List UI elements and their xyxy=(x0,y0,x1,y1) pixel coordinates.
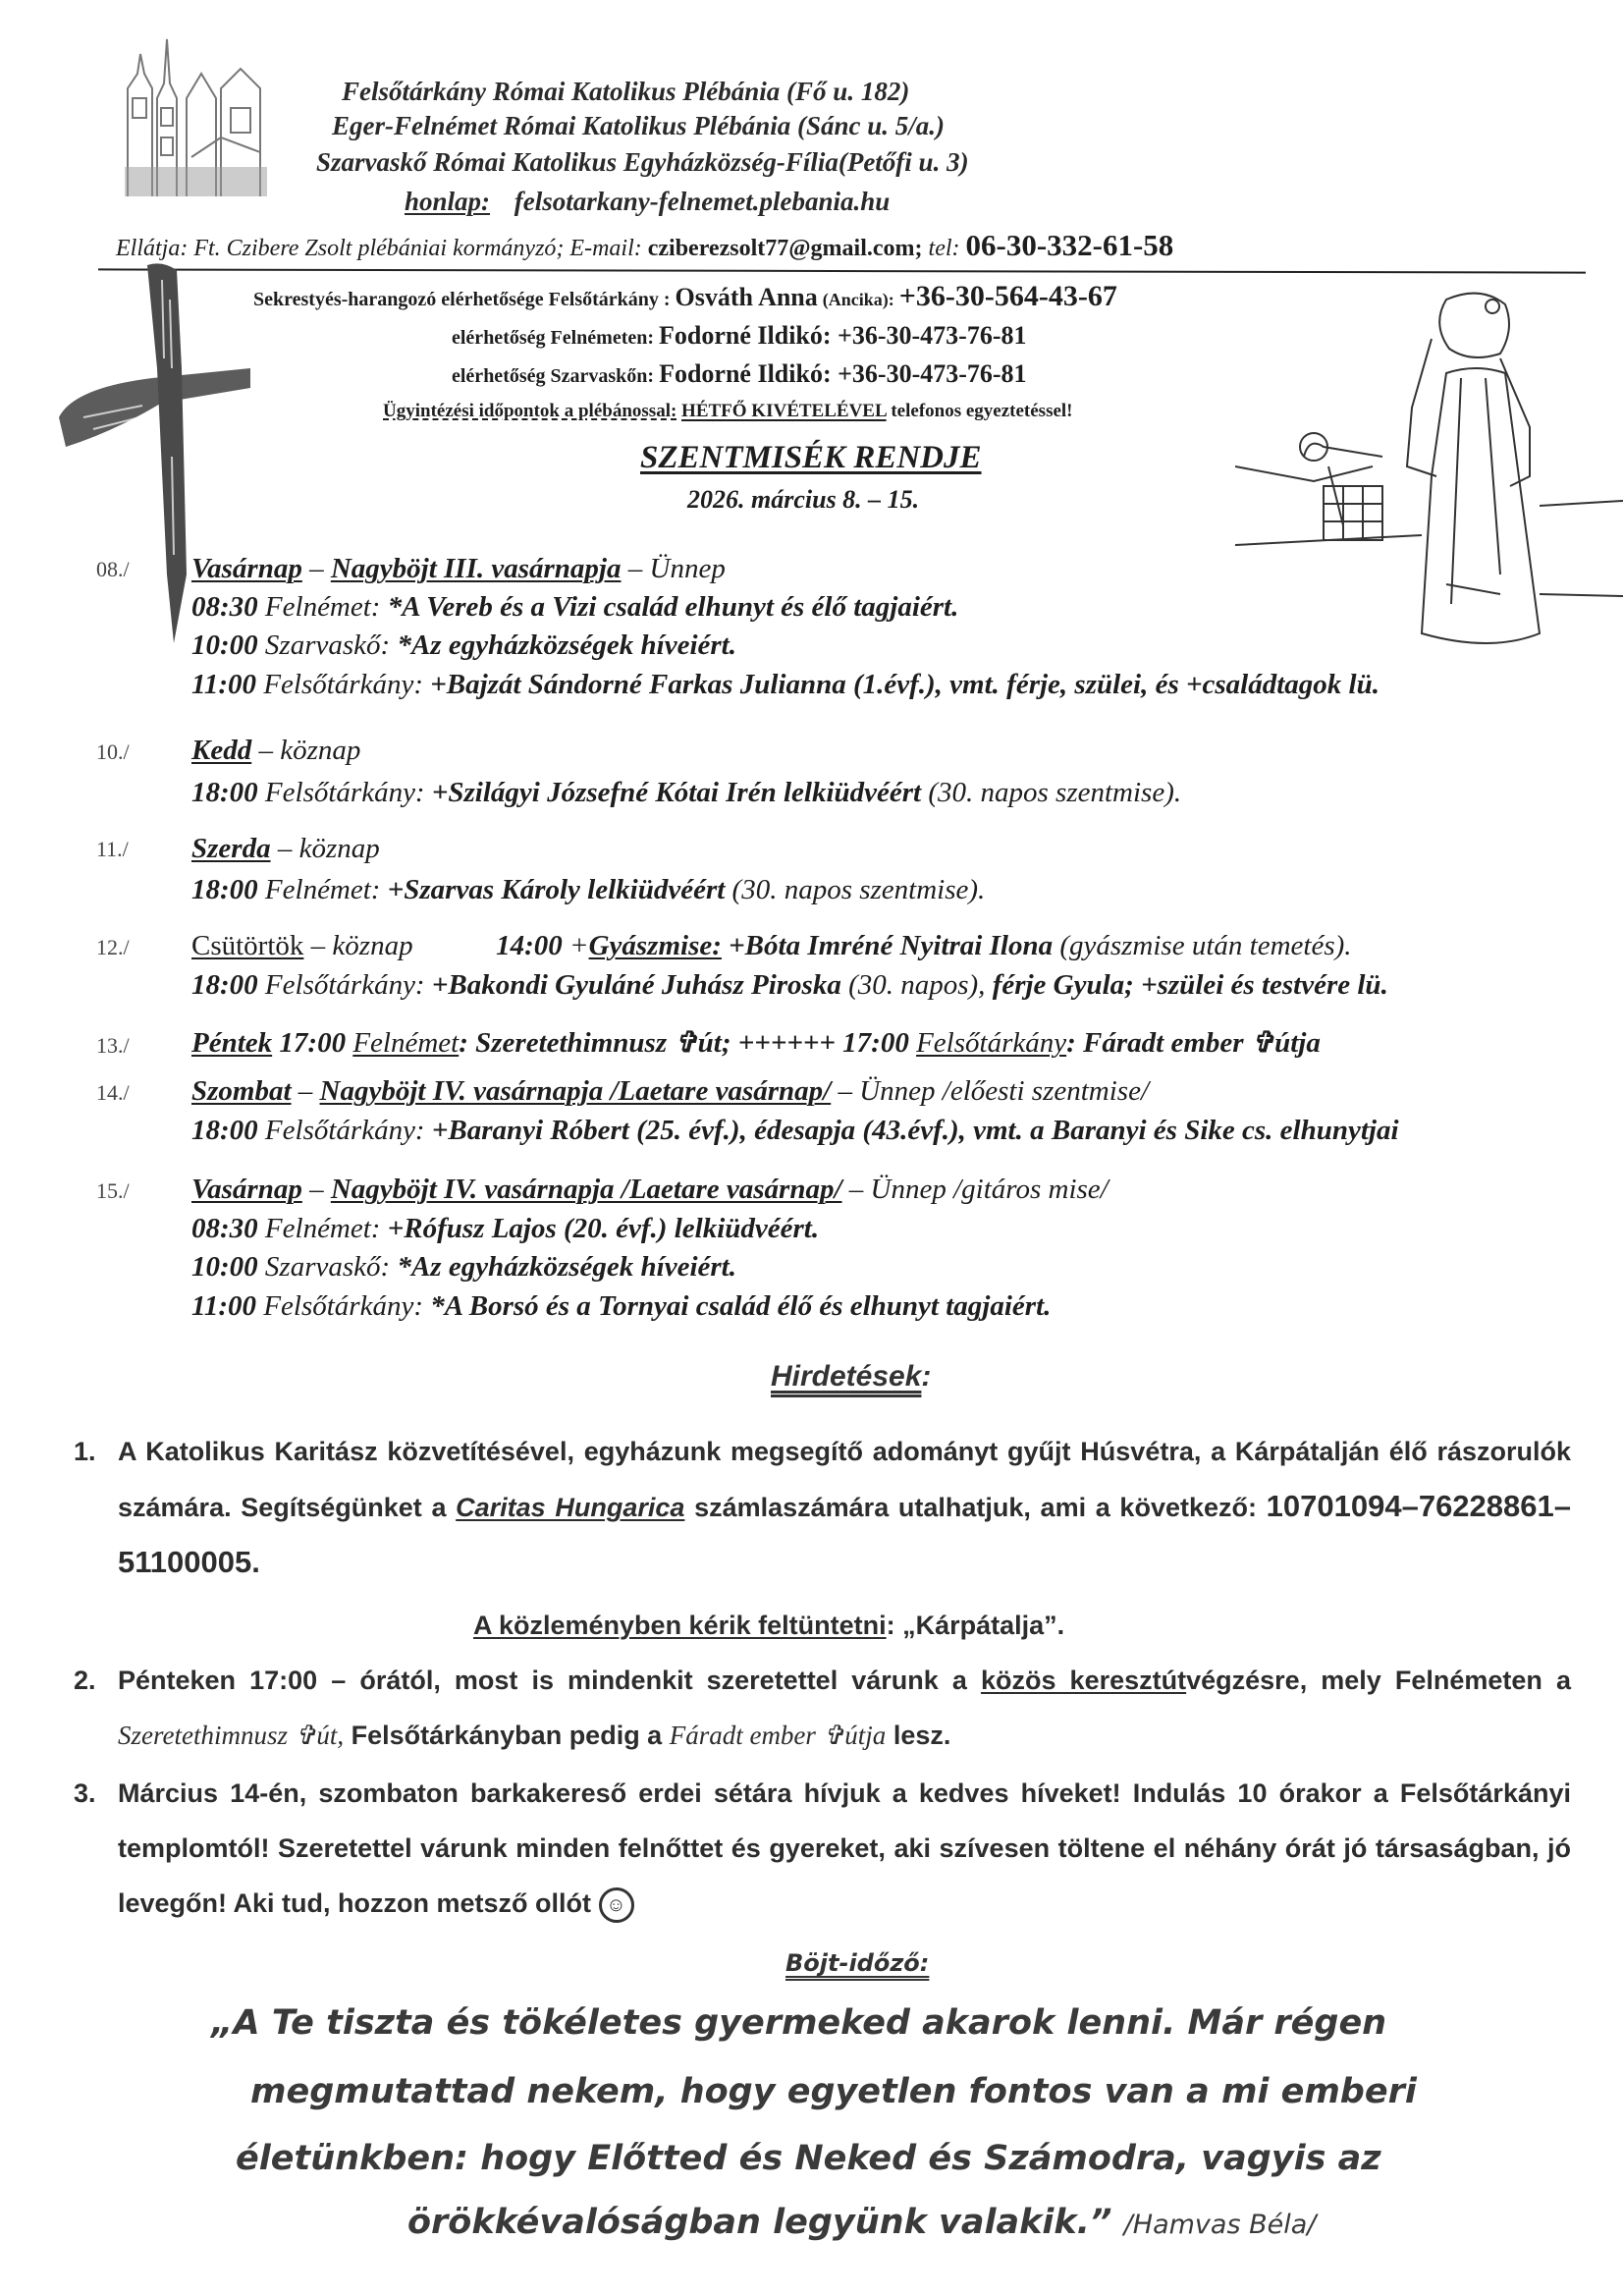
mass-entry xyxy=(191,588,958,626)
mass-location: Szarvaskő: xyxy=(257,1251,398,1283)
website-link[interactable]: felsotarkany-felnemet.plebania.hu xyxy=(514,187,891,216)
woman-at-well-illustration xyxy=(1235,280,1623,692)
mass-time: 18:00 xyxy=(191,874,258,905)
mass-entry xyxy=(191,1112,1399,1149)
funeral-label: Gyászmise: xyxy=(588,930,722,961)
announcements-title-text: Hirdetések xyxy=(771,1360,922,1393)
announcement-item-3 xyxy=(74,1766,1571,1931)
priest-contact-line xyxy=(116,228,1173,263)
announcement-text: számlaszámára utalhatjuk, ami a következő: xyxy=(684,1493,1267,1522)
note-label: A közleményben kérik feltüntetni xyxy=(473,1611,887,1640)
day-name: Szombat xyxy=(191,1075,292,1107)
mass-intention: +Baranyi Róbert (25. évf.), édesapja (43.évf.), vmt. a Baranyi és Sike cs. elhunytjai xyxy=(431,1115,1399,1146)
quote-line-2: megmutattad nekem, hogy egyetlen fontos van a mi emberi xyxy=(250,2072,1417,2111)
feast-name: Nagyböjt III. vasárnapja xyxy=(330,553,622,584)
mass-entry xyxy=(191,871,985,908)
mass-location: Felsőtárkány: xyxy=(256,1290,431,1322)
mass-intention: +Szarvas Károly lelkiüdvéért xyxy=(387,874,726,905)
bank-account-number: 10701094–76228861–51100005. xyxy=(118,1489,1571,1579)
quote-line-1: „A Te tiszta és tökéletes gyermeked akarok lenni. Már régen xyxy=(211,2003,1387,2043)
office-suffix: telefonos egyeztetéssel! xyxy=(891,401,1073,421)
mass-intention: *A Borsó és a Tornyai család élő és elhunyt tagjaiért. xyxy=(430,1290,1052,1322)
felsotarkany-stations: Fáradt ember ✞útja xyxy=(669,1721,887,1750)
tel-label: tel: xyxy=(928,236,960,261)
mass-time: 18:00 xyxy=(191,777,258,808)
day-name: Vasárnap xyxy=(191,553,302,584)
mass-time: 11:00 xyxy=(191,669,257,700)
mass-intention-cont: férje Gyula; +szülei és testvére lü. xyxy=(992,969,1388,1001)
day-heading xyxy=(191,927,1352,964)
mass-intention: *A Vereb és a Vizi család elhunyt és élő tagjaiért. xyxy=(387,591,959,623)
mass-note: (30. napos szentmise). xyxy=(921,777,1182,808)
plus-sign: + xyxy=(562,930,589,961)
website-label: honlap: xyxy=(405,187,491,216)
header-divider xyxy=(98,268,1586,273)
mass-entry xyxy=(191,966,1388,1004)
mass-location: Felnémet: xyxy=(257,874,388,905)
day-heading xyxy=(191,1072,1149,1110)
mass-intention: +Bajzát Sándorné Farkas Julianna (1.évf.), vmt. férje, szülei, és +családtagok lü. xyxy=(430,669,1380,700)
mass-entry xyxy=(191,1248,736,1285)
sacristan-contact xyxy=(253,280,1117,313)
mass-time: 10:00 xyxy=(191,629,258,661)
announcement-number: 1. xyxy=(74,1437,96,1466)
day-heading xyxy=(191,1171,1109,1208)
separator: – xyxy=(291,1075,320,1107)
sacristan-label: Sekrestyés-harangozó elérhetősége Felsőtárkány : xyxy=(253,289,671,310)
announcement-item-2 xyxy=(74,1653,1571,1763)
schedule-date-range: 2026. március 8. – 15. xyxy=(687,485,920,514)
caritas-link: Caritas Hungarica xyxy=(456,1493,685,1522)
sacristan-name: Osváth Anna xyxy=(675,283,818,311)
day-number: 12./ xyxy=(96,935,130,959)
announcement-item-1 xyxy=(74,1424,1571,1591)
quote-last-text: örökkévalóságban legyünk valakik.” xyxy=(407,2203,1112,2242)
funeral-name: +Bóta Imréné Nyitrai Ilona xyxy=(721,930,1054,961)
separator: – xyxy=(301,1174,331,1205)
parish-line-3: Szarvaskő Római Katolikus Egyházközség-Fília(Petőfi u. 3) xyxy=(316,147,969,177)
schedule-title: SZENTMISÉK RENDJE xyxy=(640,440,982,475)
mass-time: 08:30 xyxy=(191,1213,258,1244)
day-number: 15./ xyxy=(96,1178,130,1203)
mass-time: 11:00 xyxy=(191,1290,257,1322)
day-heading xyxy=(191,830,380,867)
feast-type: – Ünnep xyxy=(621,553,726,584)
day-name: Csütörtök xyxy=(191,930,304,961)
day-heading xyxy=(191,1024,1321,1062)
mass-intention: +Szilágyi Józsefné Kótai Irén lelkiüdvéért xyxy=(431,777,922,808)
mass-location: Szarvaskő: xyxy=(257,629,398,661)
priest-label: Ellátja: Ft. Czibere Zsolt plébániai kormányzó; E-mail: xyxy=(116,236,642,261)
announcement-text: Március 14-én, szombaton barkakereső erdei sétára hívjuk a kedves híveket! Indulás 10 órakor a Felsőtárkányi templomtól! Szeretettel várunk minden felnőttet és gyereket, aki szívesen töltene el néhány órát jó társaságban, jó levegőn! Aki tud, hozzon metsző ollót xyxy=(118,1778,1571,1918)
mass-location: Felsőtárkány: xyxy=(257,1115,432,1146)
mass-location: Felsőtárkány xyxy=(916,1027,1067,1059)
felnemet-stations: Szeretethimnusz ✞út, xyxy=(118,1721,345,1750)
mass-intention: +Bakondi Gyuláné Juhász Piroska xyxy=(431,969,841,1001)
mass-time: 10:00 xyxy=(191,1251,258,1283)
stations-of-cross: : Fáradt ember ✞útja xyxy=(1066,1027,1321,1059)
mass-location: Felsőtárkány: xyxy=(257,969,432,1001)
day-heading xyxy=(191,550,726,587)
announcement-text: végzésre, mely Felnémeten a xyxy=(1186,1666,1571,1695)
day-number: 13./ xyxy=(96,1033,130,1058)
parish-line-1: Felsőtárkány Római Katolikus Plébánia (Fő u. 182) xyxy=(342,77,910,106)
day-name: Kedd xyxy=(191,735,252,766)
funeral-note: (gyászmise után temetés). xyxy=(1053,930,1352,961)
announcements-title-colon: : xyxy=(921,1360,932,1393)
stations-underlined: közös keresztút xyxy=(980,1666,1187,1695)
office-label: Ügyintézési időpontok a plébánossal: xyxy=(383,401,677,421)
quote-line-3: életünkben: hogy Előtted és Neked és Számodra, vagyis az xyxy=(236,2139,1381,2178)
mass-entry xyxy=(191,666,1380,703)
szarvasko-label: elérhetőség Szarvaskőn: xyxy=(452,365,655,387)
mass-location: Felnémet: xyxy=(257,1213,388,1244)
feast-type: – Ünnep /gitáros mise/ xyxy=(841,1174,1109,1205)
mass-location: Felsőtárkány: xyxy=(257,777,432,808)
sacristan-nick: (Ancika): xyxy=(822,290,894,309)
mass-entry xyxy=(191,1287,1051,1325)
stations-of-cross: : Szeretethimnusz ✞út; ++++++ xyxy=(459,1027,843,1059)
mass-intention: +Rófusz Lajos (20. évf.) lelkiüdvéért. xyxy=(387,1213,820,1244)
day-number: 14./ xyxy=(96,1080,130,1105)
separator: – xyxy=(301,553,331,584)
felnemet-contact xyxy=(452,321,1027,351)
announcement-text: Pénteken 17:00 – órától, most is mindenkit szeretettel várunk a xyxy=(118,1666,981,1695)
mass-time: 08:30 xyxy=(191,591,258,623)
mass-intention: *Az egyházközségek híveiért. xyxy=(397,629,736,661)
felnemet-label: elérhetőség Felnémeten: xyxy=(452,327,655,349)
day-heading xyxy=(191,732,360,769)
churches-illustration xyxy=(123,29,270,201)
announcement-number: 2. xyxy=(74,1666,96,1695)
mass-entry xyxy=(191,1210,819,1247)
announcement-text: A Katolikus Karitász közvetítésével, egyházunk megsegítő adományt gyűjt Húsvétra, a Kárpátalján élő rászorulók számára. Segítségünket a xyxy=(118,1437,1571,1522)
mass-time: 17:00 xyxy=(279,1027,347,1059)
mass-location: Felnémet: xyxy=(257,591,388,623)
announcement-number: 3. xyxy=(74,1778,96,1808)
announcements-title xyxy=(771,1360,931,1394)
mass-entry xyxy=(191,774,1181,811)
day-number: 08./ xyxy=(96,557,130,581)
mass-time: 17:00 xyxy=(842,1027,909,1059)
szarvasko-contact xyxy=(452,359,1027,389)
feast-name: Nagyböjt IV. vasárnapja /Laetare vasárnap/ xyxy=(319,1075,832,1107)
quote-line-4 xyxy=(407,2203,1316,2242)
office-except: HÉTFŐ KIVÉTELÉVEL xyxy=(681,401,887,421)
feast-type: – köznap xyxy=(251,735,361,766)
mass-time: 18:00 xyxy=(191,969,258,1001)
quote-author: /Hamvas Béla/ xyxy=(1123,2210,1317,2240)
szarvasko-value: Fodorné Ildikó: +36-30-473-76-81 xyxy=(659,359,1027,388)
feast-type: – köznap xyxy=(270,833,380,864)
feast-name: Nagyböjt IV. vasárnapja /Laetare vasárnap/ xyxy=(330,1174,842,1205)
day-name: Vasárnap xyxy=(191,1174,302,1205)
mass-note: (30. napos szentmise). xyxy=(725,874,986,905)
mass-intention: *Az egyházközségek híveiért. xyxy=(397,1251,736,1283)
mass-time: 14:00 xyxy=(496,930,563,961)
mass-time: 18:00 xyxy=(191,1115,258,1146)
day-number: 10./ xyxy=(96,739,130,764)
smiley-icon: ☺ xyxy=(599,1887,634,1923)
announcement-text: Felsőtárkányban pedig a xyxy=(344,1721,670,1750)
website-line xyxy=(405,187,890,217)
priest-email[interactable]: cziberezsolt77@gmail.com; xyxy=(647,236,923,261)
feast-type: – Ünnep /előesti szentmise/ xyxy=(831,1075,1150,1107)
mass-location: Felnémet xyxy=(352,1027,460,1059)
felnemet-value: Fodorné Ildikó: +36-30-473-76-81 xyxy=(659,321,1027,350)
day-number: 11./ xyxy=(96,837,129,861)
mass-location: Felsőtárkány: xyxy=(256,669,431,700)
note-value: : „Kárpátalja”. xyxy=(886,1611,1065,1640)
priest-phone: 06-30-332-61-58 xyxy=(965,228,1174,262)
office-hours xyxy=(383,401,1073,422)
mass-entry xyxy=(191,627,736,664)
parish-line-2: Eger-Felnémet Római Katolikus Plébánia (Sánc u. 5/a.) xyxy=(332,111,946,140)
announcement-text: lesz. xyxy=(886,1721,951,1750)
announcement-note xyxy=(473,1611,1064,1641)
sacristan-phone: +36-30-564-43-67 xyxy=(898,280,1117,312)
mass-note: (30. napos), xyxy=(840,969,993,1001)
lent-title: Böjt-időző: xyxy=(785,1949,930,1977)
day-name: Péntek xyxy=(191,1027,273,1059)
feast-type: – köznap xyxy=(303,930,413,961)
day-name: Szerda xyxy=(191,833,271,864)
